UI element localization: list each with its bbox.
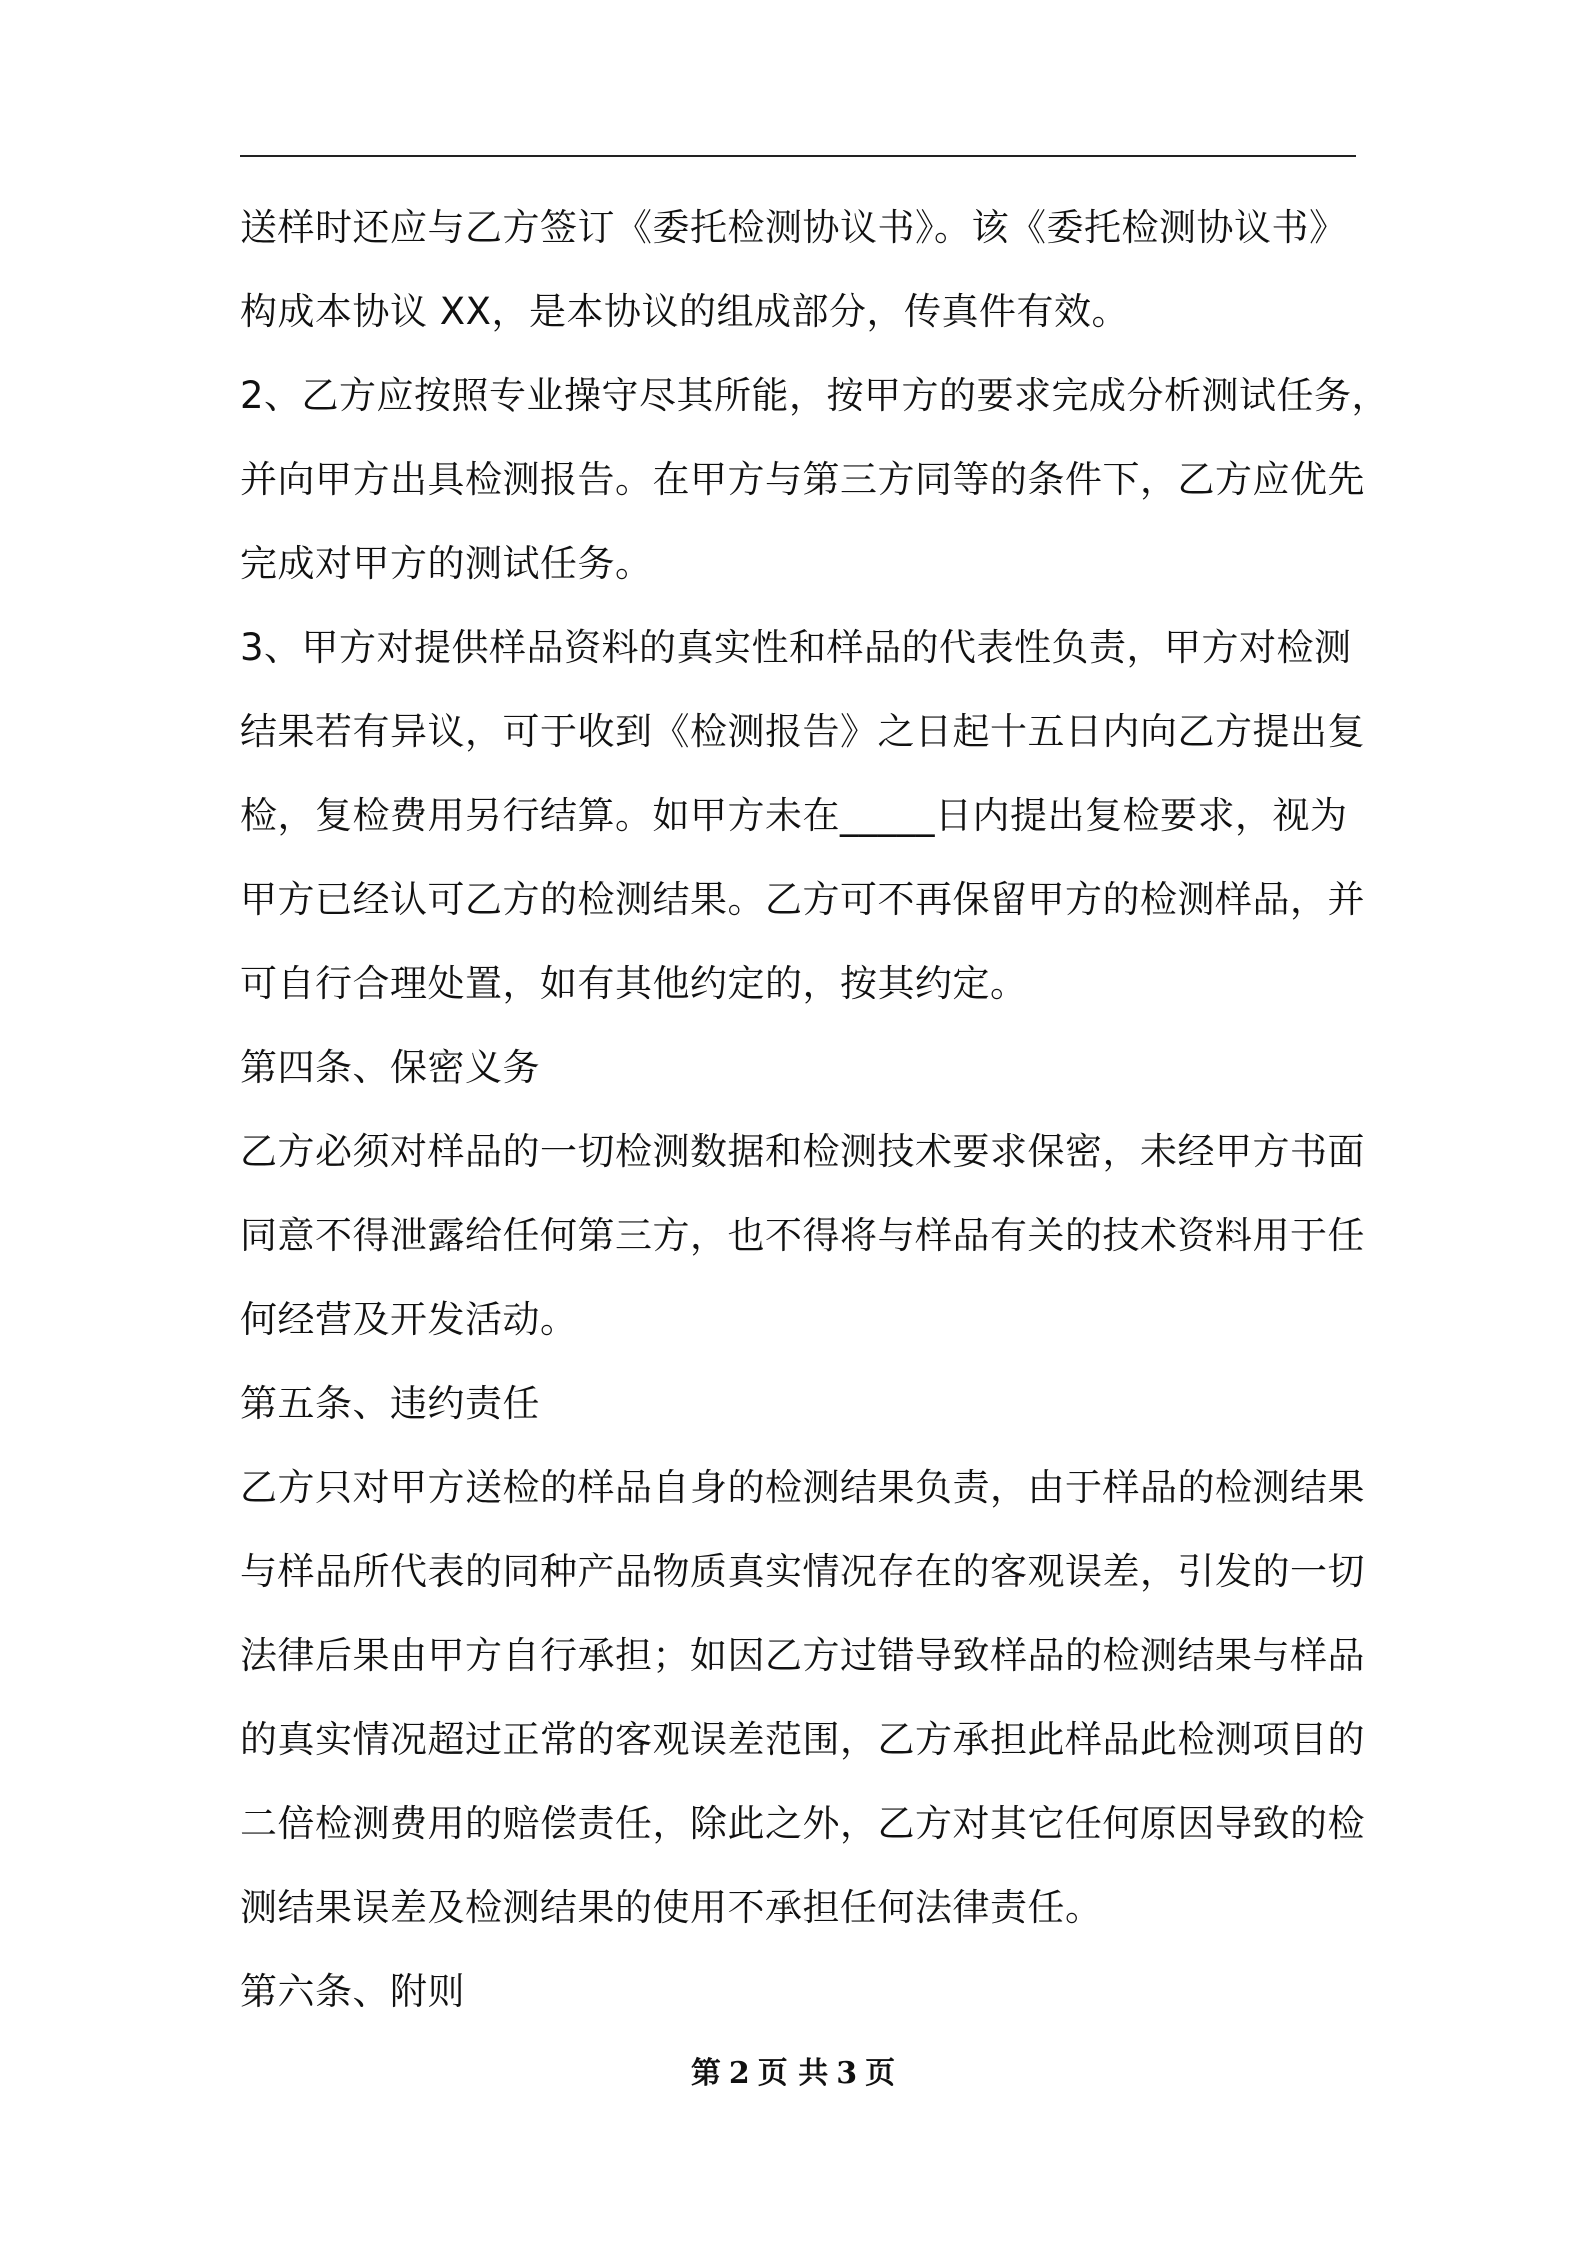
text-line: 测结果误差及检测结果的使用不承担任何法律责任。 [240,1886,1103,1929]
document-body [240,186,1390,2034]
text-line: 的真实情况超过正常的客观误差范围，乙方承担此样品此检测项目的 [240,1718,1365,1761]
text-line: 法律后果由甲方自行承担；如因乙方过错导致样品的检测结果与样品 [240,1634,1365,1677]
text-line: 送样时还应与乙方签订《委托检测协议书》。该《委托检测协议书》 [240,206,1347,249]
text-line: 2、乙方应按照专业操守尽其所能，按甲方的要求完成分析测试任务， [240,374,1390,417]
text-line: 乙方只对甲方送检的样品自身的检测结果负责，由于样品的检测结果 [240,1466,1365,1509]
text-line: 完成对甲方的测试任务。 [240,542,653,585]
page-label-prefix: 第 [690,2056,721,2091]
page-number-footer [0,2048,1586,2092]
total-pages-number: 3 [836,2056,858,2091]
text-line: 结果若有异议，可于收到《检测报告》之日起十五日内向乙方提出复 [240,710,1365,753]
text-line: 可自行合理处置，如有其他约定的，按其约定。 [240,962,1028,1005]
text-line: 与样品所代表的同种产品物质真实情况存在的客观误差，引发的一切 [240,1550,1365,1593]
header-rule [240,155,1356,157]
text-line: 检，复检费用另行结算。如甲方未在_____日内提出复检要求，视为 [240,794,1348,837]
text-line: 何经营及开发活动。 [240,1298,578,1341]
section-heading: 第五条、违约责任 [240,1382,540,1425]
text-line: 同意不得泄露给任何第三方，也不得将与样品有关的技术资料用于任 [240,1214,1365,1257]
section-heading: 第六条、附则 [240,1970,465,2013]
text-line: 3、甲方对提供样品资料的真实性和样品的代表性负责，甲方对检测 [240,626,1352,669]
current-page-number: 2 [728,2056,750,2091]
page-label-mid: 页 共 [757,2056,829,2091]
text-line: 二倍检测费用的赔偿责任，除此之外，乙方对其它任何原因导致的检 [240,1802,1365,1845]
page-label-suffix: 页 [865,2056,896,2091]
text-line: 乙方必须对样品的一切检测数据和检测技术要求保密，未经甲方书面 [240,1130,1365,1173]
text-line: 甲方已经认可乙方的检测结果。乙方可不再保留甲方的检测样品，并 [240,878,1365,921]
text-line: 构成本协议 XX，是本协议的组成部分，传真件有效。 [240,290,1129,333]
text-line: 并向甲方出具检测报告。在甲方与第三方同等的条件下，乙方应优先 [240,458,1365,501]
section-heading: 第四条、保密义务 [240,1046,540,1089]
